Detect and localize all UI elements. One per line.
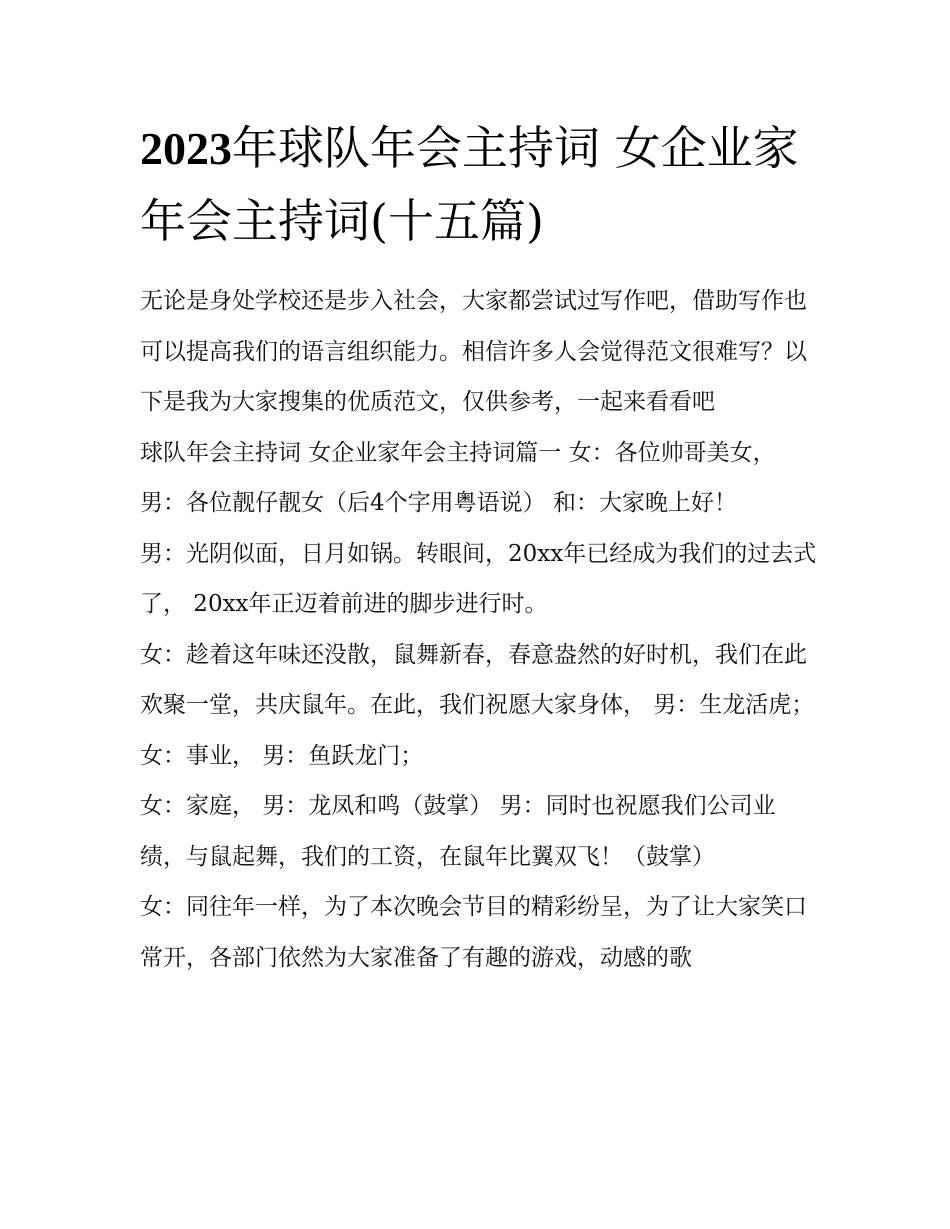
document-body: [140, 276, 820, 983]
paragraph-opening: 球队年会主持词 女企业家年会主持词篇一 女：各位帅哥美女， 男：各位靓仔靓女（后4个字用粤语说） 和：大家晚上好！: [140, 439, 776, 516]
paragraph-female-2: 女：家庭， 男：龙凤和鸣（鼓掌） 男：同时也祝愿我们公司业绩，与鼠起舞，我们的工资，在鼠年比翼双飞！（鼓掌）: [140, 793, 776, 870]
paragraph-female-1: 女：趁着这年味还没散，鼠舞新春，春意盎然的好时机，我们在此欢聚一堂，共庆鼠年。在此，我们祝愿大家身体， 男：生龙活虎； 女：事业， 男：鱼跃龙门；: [140, 641, 815, 769]
paragraph-male-1: 男：光阴似面，日月如锅。转眼间，20xx年已经成为我们的过去式了， 20xx年正迈着前进的脚步进行时。: [140, 540, 817, 617]
paragraph-female-3: 女：同往年一样，为了本次晚会节目的精彩纷呈，为了让大家笑口常开，各部门依然为大家准备了有趣的游戏，动感的歌: [140, 894, 807, 971]
document-title: [140, 112, 820, 257]
title-text: 年球队年会主持词 女企业家年会主持词(十五篇): [140, 121, 799, 248]
title-year: 2023: [140, 123, 232, 174]
paragraph-intro: 无论是身处学校还是步入社会，大家都尝试过写作吧，借助写作也可以提高我们的语言组织能力。相信许多人会觉得范文很难写？以下是我为大家搜集的优质范文，仅供参考，一起来看看吧: [140, 288, 807, 415]
